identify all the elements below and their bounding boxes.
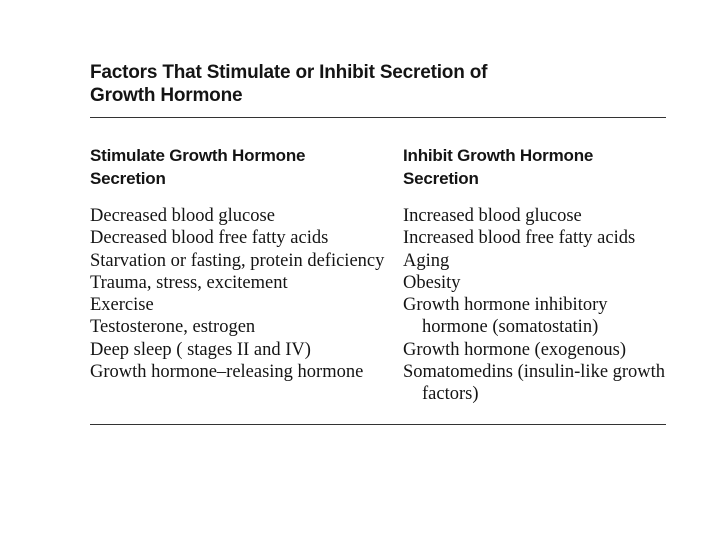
list-item: Growth hormone inhibitory hormone (somatostatin) [403,295,608,338]
list-item: Decreased blood free fatty acids [90,228,329,249]
table-columns [90,118,666,406]
list-item: Trauma, stress, excitement [90,272,288,293]
list-item: Obesity [403,272,461,293]
bottom-divider [90,424,666,425]
table-title-line-1: Factors That Stimulate or Inhibit Secretion of [90,62,488,83]
stimulate-heading-line-2: Secretion [90,169,166,188]
list-item: Exercise [90,295,154,316]
stimulate-column [90,118,403,406]
list-item: Increased blood free fatty acids [403,228,636,249]
list-item: Increased blood glucose [403,206,582,226]
list-item: Somatomedins (insulin-like growth factors) [403,362,666,405]
inhibit-heading-line-2: Secretion [403,169,479,188]
factors-table [90,60,666,425]
list-item: Deep sleep ( stages II and IV) [90,339,311,360]
table-title [90,60,666,107]
inhibit-heading-line-1: Inhibit Growth Hormone [403,146,594,165]
inhibit-list [403,205,666,406]
stimulate-list [90,205,403,383]
list-item: Decreased blood glucose [90,206,275,226]
stimulate-heading-line-1: Stimulate Growth Hormone [90,146,306,165]
inhibit-column [403,118,666,406]
table-title-line-2: Growth Hormone [90,85,243,106]
list-item: Growth hormone–releasing hormone [90,362,364,383]
list-item: Starvation or fasting, protein deficiency [90,250,385,271]
list-item: Aging [403,250,450,271]
inhibit-heading [403,144,666,190]
list-item: Growth hormone (exogenous) [403,339,626,360]
list-item: Testosterone, estrogen [90,317,256,338]
stimulate-heading [90,144,403,190]
